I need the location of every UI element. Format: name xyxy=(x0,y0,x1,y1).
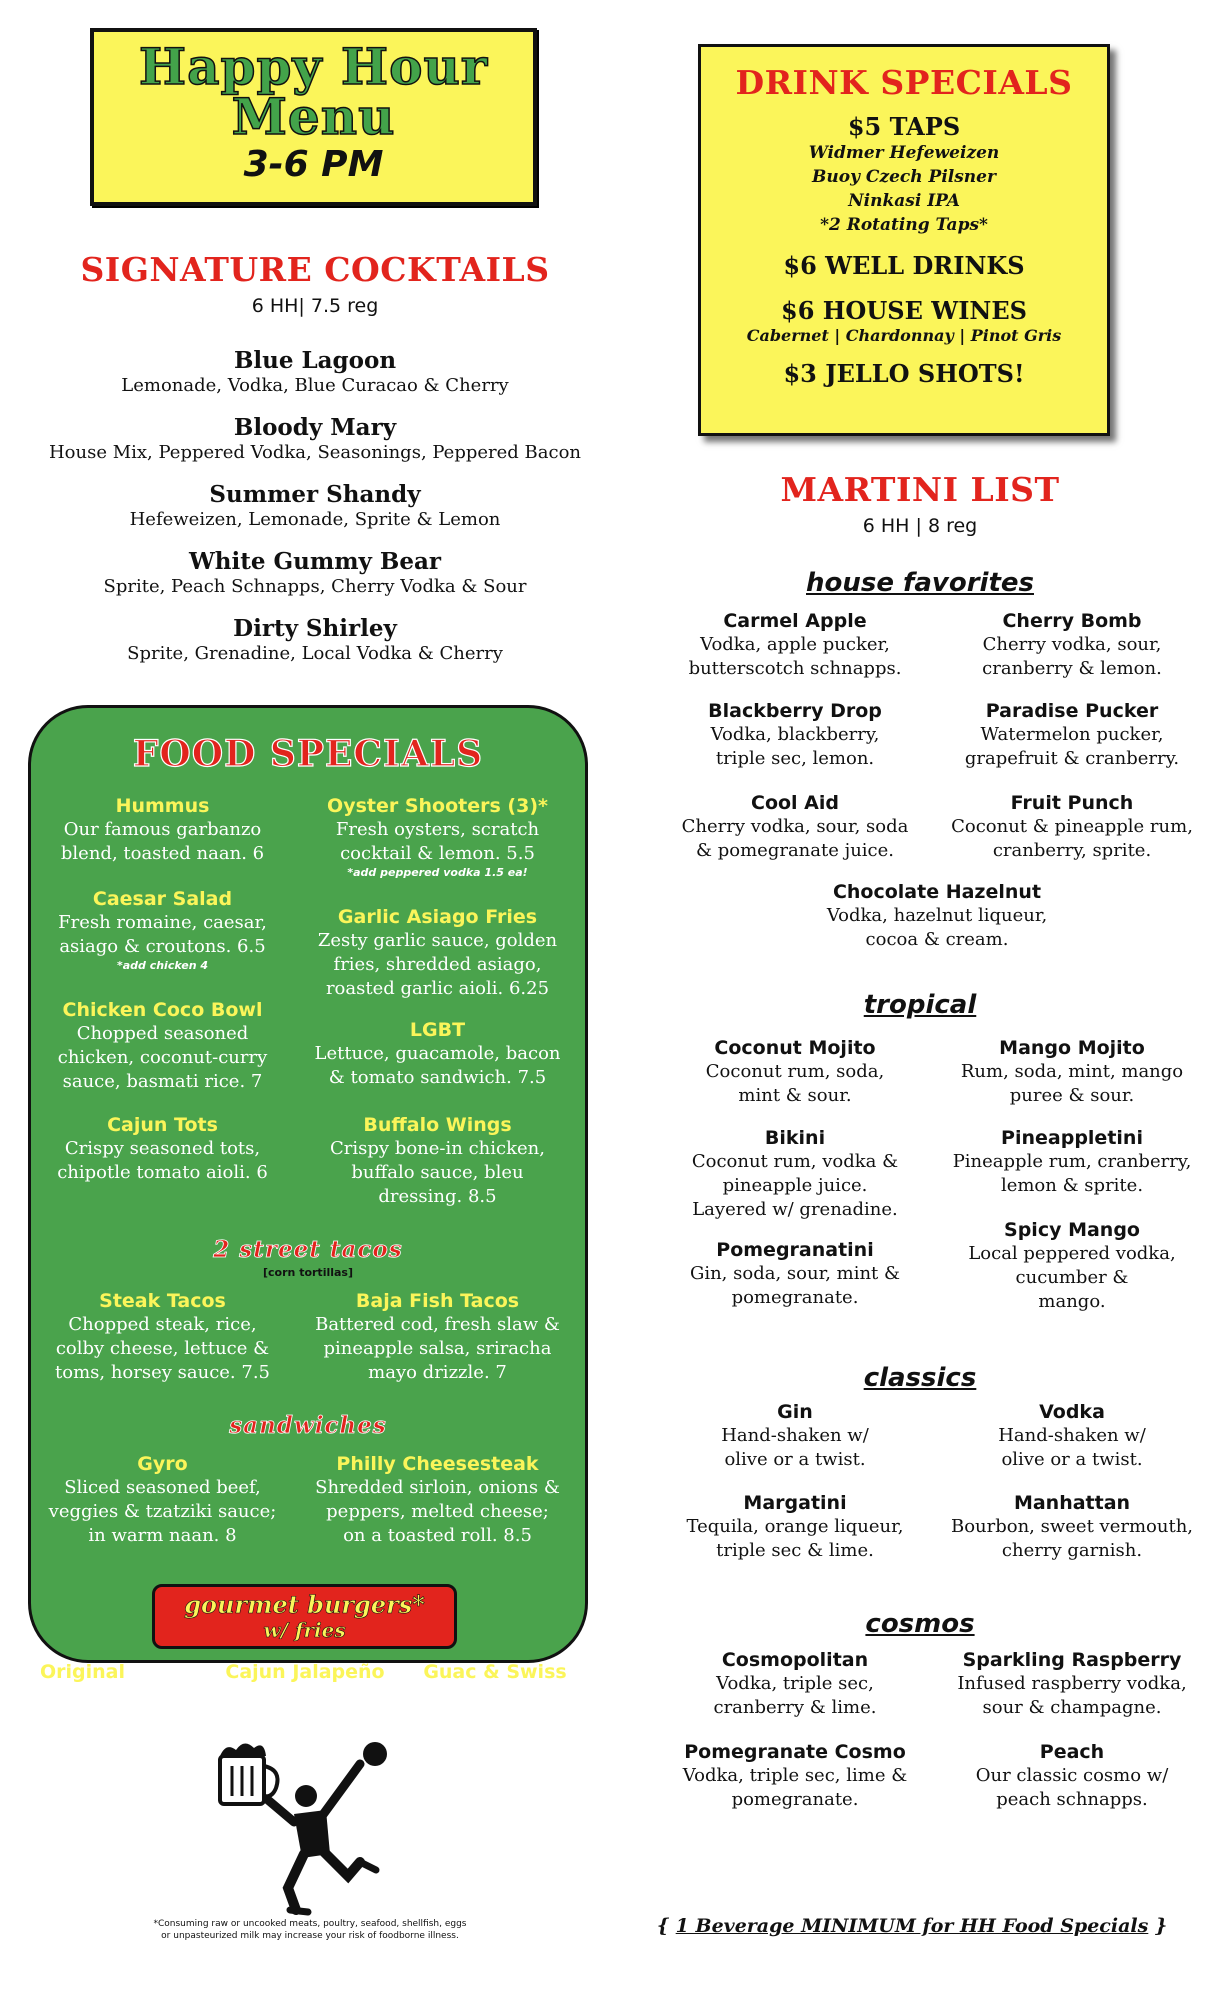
martini-desc: Hand-shaken w/ xyxy=(721,1425,869,1446)
tap-beer: Widmer Hefeweizen xyxy=(808,143,1000,163)
food-desc: chicken, coconut-curry xyxy=(57,1047,268,1068)
house-favorites-heading: house favorites xyxy=(806,568,1034,598)
cocktail-item xyxy=(20,548,610,615)
drink-specials-title: DRINK SPECIALS xyxy=(735,63,1073,102)
martini-name: Coconut Mojito xyxy=(714,1037,876,1059)
martini-desc: Local peppered vodka, xyxy=(968,1243,1176,1264)
martini-desc: Vodka, blackberry, xyxy=(710,724,880,745)
martini-price: 6 HH | 8 reg xyxy=(862,515,978,537)
martini-desc: mango. xyxy=(1038,1291,1106,1312)
food-name: LGBT xyxy=(409,1019,466,1041)
brace-close: } xyxy=(1154,1915,1168,1937)
martini-desc: Our classic cosmo w/ xyxy=(975,1765,1169,1786)
burger-item xyxy=(205,1660,405,1708)
food-name: Philly Cheesesteak xyxy=(336,1453,539,1475)
food-desc: Lettuce, guacamole, bacon xyxy=(314,1043,561,1064)
title-line-2: Menu xyxy=(231,87,396,146)
signature-price: 6 HH| 7.5 reg xyxy=(251,295,379,317)
classics-heading: classics xyxy=(863,1363,977,1393)
martini-desc: pomegranate. xyxy=(731,1789,859,1810)
martini-name: Vodka xyxy=(1039,1401,1105,1423)
burger-name: Original xyxy=(40,1661,126,1683)
martini-desc: Vodka, triple sec, lime & xyxy=(682,1765,908,1786)
burger-price: 9 xyxy=(80,1685,92,1706)
martini-desc: grapefruit & cranberry. xyxy=(964,748,1180,769)
martini-desc: Coconut & pineapple rum, xyxy=(951,816,1193,837)
cocktail-item xyxy=(20,615,610,682)
martini-desc: mint & sour. xyxy=(738,1085,852,1106)
martini-item xyxy=(947,609,1197,681)
cosmos-heading: cosmos xyxy=(865,1609,975,1639)
food-name: Steak Tacos xyxy=(99,1290,226,1312)
food-desc: asiago & croutons. 6.5 xyxy=(59,936,266,957)
martini-item xyxy=(787,880,1087,952)
martini-desc: butterscotch schnapps. xyxy=(688,658,902,679)
martini-desc: Infused raspberry vodka, xyxy=(957,1673,1187,1694)
martini-name: Gin xyxy=(777,1401,813,1423)
brace-open: { xyxy=(656,1915,670,1937)
tap-beer: *2 Rotating Taps* xyxy=(820,215,988,235)
martini-desc: Tequila, orange liqueur, xyxy=(686,1516,904,1537)
martini-name: Cool Aid xyxy=(751,792,839,814)
food-desc: Battered cod, fresh slaw & xyxy=(315,1314,560,1335)
martini-desc: Coconut rum, vodka & xyxy=(691,1151,899,1172)
food-item xyxy=(305,1452,570,1548)
martini-name: Pineappletini xyxy=(1001,1127,1143,1149)
cocktail-desc: Sprite, Peach Schnapps, Cherry Vodka & Sour xyxy=(103,576,527,597)
martini-name: Pomegranate Cosmo xyxy=(684,1741,906,1763)
burger-name: Cajun Jalapeño xyxy=(225,1661,385,1683)
food-name: Hummus xyxy=(115,795,210,817)
food-desc: on a toasted roll. 8.5 xyxy=(343,1525,532,1546)
food-item xyxy=(305,1018,570,1090)
martini-name: Spicy Mango xyxy=(1004,1219,1140,1241)
martini-section-header xyxy=(660,470,1180,537)
food-desc: Zesty garlic sauce, golden xyxy=(317,930,558,951)
martini-name: Sparkling Raspberry xyxy=(962,1649,1182,1671)
food-desc: sauce, basmati rice. 7 xyxy=(62,1071,263,1092)
title-line-1: Happy Hour xyxy=(138,37,489,96)
food-desc: Crispy seasoned tots, xyxy=(64,1138,261,1159)
martini-name: Blackberry Drop xyxy=(708,700,882,722)
martini-desc: cucumber & xyxy=(1015,1267,1129,1288)
tacos-heading: 2 street tacos xyxy=(213,1236,403,1263)
martini-desc: triple sec, lemon. xyxy=(715,748,875,769)
food-desc: Shredded sirloin, onions & xyxy=(315,1477,560,1498)
disclaimer-line: *Consuming raw or uncooked meats, poultry, seafood, shellfish, eggs xyxy=(153,1919,467,1929)
signature-list xyxy=(20,347,610,682)
food-item xyxy=(305,794,570,879)
martini-desc: Vodka, apple pucker, xyxy=(700,634,890,655)
food-desc: Our famous garbanzo xyxy=(63,819,262,840)
food-desc: veggies & tzatziki sauce; xyxy=(48,1501,277,1522)
beverage-minimum-text: 1 Beverage MINIMUM for HH Food Specials xyxy=(675,1915,1149,1937)
martini-desc: olive or a twist. xyxy=(724,1449,866,1470)
cocktail-item xyxy=(20,481,610,548)
cocktail-desc: Lemonade, Vodka, Blue Curacao & Cherry xyxy=(121,375,509,396)
martini-desc: Watermelon pucker, xyxy=(980,724,1164,745)
food-note: *add chicken 4 xyxy=(116,959,209,972)
martini-item xyxy=(947,1218,1197,1314)
cocktail-item xyxy=(20,347,610,414)
food-desc: roasted garlic aioli. 6.25 xyxy=(325,978,550,999)
food-desc: mayo drizzle. 7 xyxy=(368,1362,507,1383)
tap-beer: Ninkasi IPA xyxy=(848,191,960,211)
martini-desc: Rum, soda, mint, mango xyxy=(960,1061,1184,1082)
martini-desc: Vodka, hazelnut liqueur, xyxy=(826,905,1048,926)
martini-item xyxy=(670,1491,920,1563)
burgers-subtitle: w/ fries xyxy=(263,1618,346,1642)
food-desc: peppers, melted cheese; xyxy=(326,1501,549,1522)
food-desc: Crispy bone-in chicken, xyxy=(330,1138,545,1159)
martini-item xyxy=(670,1648,920,1720)
martini-desc: cranberry & lime. xyxy=(713,1697,877,1718)
food-name: Gyro xyxy=(137,1453,188,1475)
drink-specials-box xyxy=(698,44,1110,436)
cocktail-name: Summer Shandy xyxy=(209,481,421,508)
martini-item xyxy=(947,791,1197,863)
happy-hour-time: 3-6 PM xyxy=(243,144,384,185)
cocktail-name: Dirty Shirley xyxy=(233,615,397,642)
martini-name: Cherry Bomb xyxy=(1002,610,1142,632)
cocktail-desc: Sprite, Grenadine, Local Vodka & Cherry xyxy=(127,643,503,664)
martini-desc: cherry garnish. xyxy=(1001,1540,1143,1561)
food-item xyxy=(30,998,295,1094)
signature-title: SIGNATURE COCKTAILS xyxy=(80,250,550,289)
gourmet-burgers-box xyxy=(152,1584,457,1649)
cocktail-item xyxy=(20,414,610,481)
signature-cocktails-section xyxy=(20,250,610,317)
food-item xyxy=(30,1113,295,1185)
food-desc: chipotle tomato aioli. 6 xyxy=(57,1162,268,1183)
martini-name: Bikini xyxy=(764,1127,826,1149)
food-desc: Chopped seasoned xyxy=(76,1023,249,1044)
martini-item xyxy=(670,1400,920,1472)
martini-desc: Vodka, triple sec, xyxy=(716,1673,874,1694)
food-item xyxy=(30,1289,295,1385)
disclaimer-line: or unpasteurized milk may increase your risk of foodborne illness. xyxy=(161,1931,459,1941)
food-desc: & tomato sandwich. 7.5 xyxy=(328,1067,547,1088)
martini-desc: Hand-shaken w/ xyxy=(998,1425,1146,1446)
food-specials-title: FOOD SPECIALS xyxy=(132,733,484,775)
food-name: Garlic Asiago Fries xyxy=(337,906,538,928)
martini-item xyxy=(670,1740,920,1812)
martini-desc: Coconut rum, soda, xyxy=(705,1061,885,1082)
martini-item xyxy=(947,1648,1197,1720)
food-item xyxy=(305,905,570,1001)
food-item xyxy=(305,1289,570,1385)
food-desc: pineapple salsa, sriracha xyxy=(323,1338,552,1359)
well-drinks-price: $6 WELL DRINKS xyxy=(783,251,1025,280)
tap-beer: Buoy Czech Pilsner xyxy=(812,167,996,187)
martini-desc: & pomegranate juice. xyxy=(696,840,894,861)
food-safety-disclaimer xyxy=(60,1918,560,1942)
food-name: Chicken Coco Bowl xyxy=(62,999,263,1021)
martini-desc: Pineapple rum, cranberry, xyxy=(952,1151,1192,1172)
sandwiches-heading: sandwiches xyxy=(229,1412,387,1439)
martini-name: Carmel Apple xyxy=(723,610,867,632)
martini-desc: Bourbon, sweet vermouth, xyxy=(950,1516,1194,1537)
martini-item xyxy=(947,1491,1197,1563)
food-name: Baja Fish Tacos xyxy=(355,1290,520,1312)
martini-desc: cocoa & cream. xyxy=(865,929,1009,950)
food-item xyxy=(30,887,295,972)
food-desc: Chopped steak, rice, xyxy=(68,1314,257,1335)
food-note: *add peppered vodka 1.5 ea! xyxy=(347,866,528,879)
food-desc: dressing. 8.5 xyxy=(378,1186,497,1207)
martini-desc: pomegranate. xyxy=(731,1287,859,1308)
food-item xyxy=(305,1113,570,1209)
martini-desc: triple sec & lime. xyxy=(716,1540,874,1561)
martini-item xyxy=(947,1400,1197,1472)
food-desc: cocktail & lemon. 5.5 xyxy=(340,843,535,864)
cocktail-name: Bloody Mary xyxy=(233,414,397,441)
martini-item xyxy=(947,699,1197,771)
food-desc: colby cheese, lettuce & xyxy=(55,1338,270,1359)
martini-name: Fruit Punch xyxy=(1010,792,1134,814)
tacos-note: [corn tortillas] xyxy=(263,1266,353,1279)
martini-name: Cosmopolitan xyxy=(721,1649,869,1671)
taps-price: $5 TAPS xyxy=(847,112,961,141)
cocktail-desc: Hefeweizen, Lemonade, Sprite & Lemon xyxy=(129,509,501,530)
martini-desc: Gin, soda, sour, mint & xyxy=(689,1263,901,1284)
food-name: Caesar Salad xyxy=(92,888,233,910)
martini-desc: Cherry vodka, sour, xyxy=(982,634,1162,655)
martini-item xyxy=(670,1036,920,1108)
food-desc: buffalo sauce, bleu xyxy=(351,1162,524,1183)
martini-desc: cranberry, sprite. xyxy=(992,840,1152,861)
martini-name: Paradise Pucker xyxy=(985,700,1159,722)
martini-name: Chocolate Hazelnut xyxy=(832,881,1042,903)
burger-price: 10.5 xyxy=(474,1685,516,1706)
martini-desc: peach schnapps. xyxy=(996,1789,1148,1810)
martini-name: Mango Mojito xyxy=(999,1037,1145,1059)
food-name: Buffalo Wings xyxy=(363,1114,512,1136)
martini-item xyxy=(670,1238,920,1310)
food-desc: Fresh oysters, scratch xyxy=(335,819,540,840)
martini-item xyxy=(947,1126,1197,1198)
burgers-title: gourmet burgers* xyxy=(184,1590,425,1619)
food-desc: in warm naan. 8 xyxy=(88,1525,237,1546)
martini-title: MARTINI LIST xyxy=(780,470,1060,509)
martini-name: Pomegranatini xyxy=(716,1239,874,1261)
beverage-minimum-note xyxy=(642,1915,1182,1937)
tropical-heading: tropical xyxy=(863,990,977,1020)
martini-name: Peach xyxy=(1039,1741,1105,1763)
basketball-beer-player-icon xyxy=(210,1738,410,1918)
burger-price: 10 xyxy=(293,1685,317,1706)
wine-list: Cabernet | Chardonnay | Pinot Gris xyxy=(746,326,1062,345)
cocktail-name: Blue Lagoon xyxy=(233,347,397,374)
happy-hour-title-box xyxy=(90,28,537,206)
burger-item xyxy=(40,1660,180,1708)
jello-shots-price: $3 JELLO SHOTS! xyxy=(783,359,1025,388)
martini-item xyxy=(947,1036,1197,1108)
food-desc: Fresh romaine, caesar, xyxy=(58,912,267,933)
house-wines-price: $6 HOUSE WINES xyxy=(781,296,1027,325)
cocktail-desc: House Mix, Peppered Vodka, Seasonings, Peppered Bacon xyxy=(48,442,582,463)
food-name: Oyster Shooters (3)* xyxy=(327,795,548,817)
martini-desc: puree & sour. xyxy=(1009,1085,1135,1106)
martini-item xyxy=(670,791,920,863)
martini-desc: pineapple juice. xyxy=(722,1175,868,1196)
martini-item xyxy=(670,1126,920,1222)
martini-name: Manhattan xyxy=(1013,1492,1131,1514)
food-desc: Sliced seasoned beef, xyxy=(64,1477,261,1498)
food-item xyxy=(30,794,295,866)
burger-name: Guac & Swiss xyxy=(423,1661,567,1683)
martini-desc: sour & champagne. xyxy=(982,1697,1162,1718)
martini-item xyxy=(670,609,920,681)
food-item xyxy=(30,1452,295,1548)
martini-desc: olive or a twist. xyxy=(1001,1449,1143,1470)
food-desc: fries, shredded asiago, xyxy=(333,954,542,975)
food-desc: toms, horsey sauce. 7.5 xyxy=(55,1362,270,1383)
food-desc: blend, toasted naan. 6 xyxy=(60,843,265,864)
martini-name: Margatini xyxy=(743,1492,847,1514)
burger-item xyxy=(415,1660,575,1708)
martini-desc: Layered w/ grenadine. xyxy=(692,1199,898,1220)
food-name: Cajun Tots xyxy=(107,1114,218,1136)
martini-desc: lemon & sprite. xyxy=(1000,1175,1144,1196)
martini-desc: cranberry & lemon. xyxy=(982,658,1162,679)
martini-desc: Cherry vodka, sour, soda xyxy=(681,816,909,837)
cocktail-name: White Gummy Bear xyxy=(188,548,442,575)
martini-item xyxy=(947,1740,1197,1812)
martini-item xyxy=(670,699,920,771)
